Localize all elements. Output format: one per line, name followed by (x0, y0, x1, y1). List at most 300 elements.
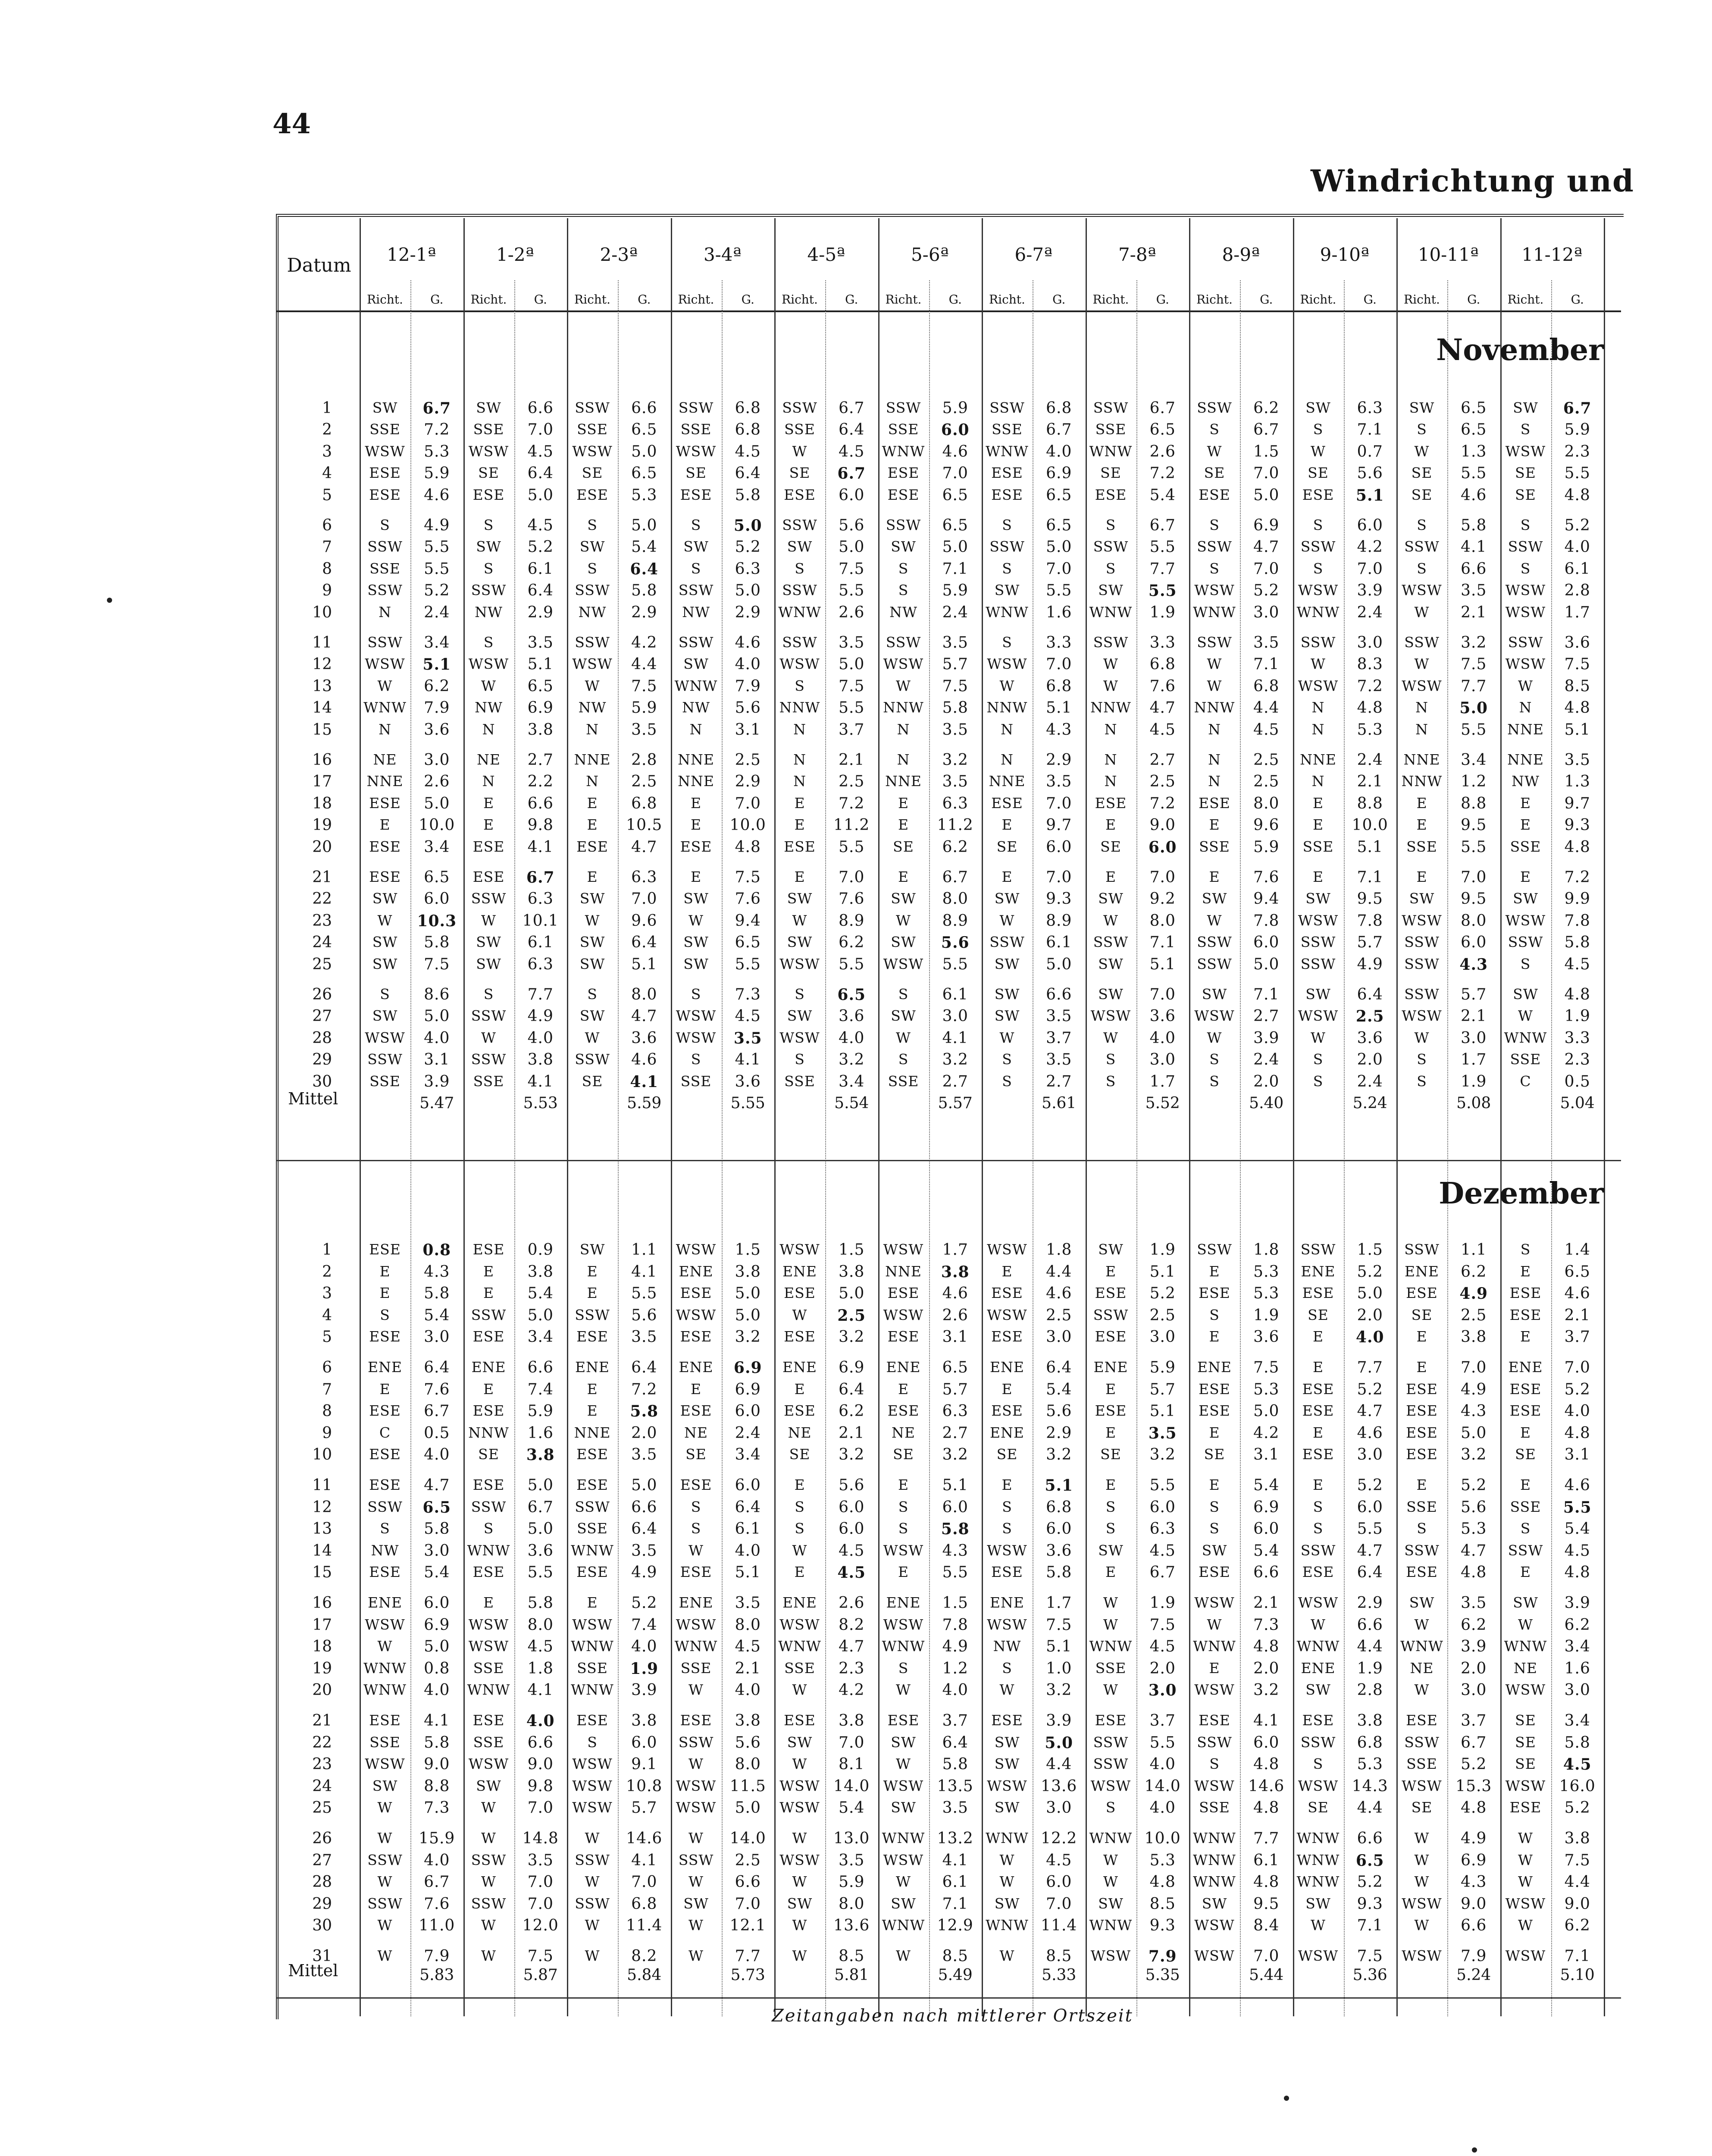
wind-direction: SSE (473, 1733, 504, 1751)
wind-speed: 6.7 (837, 464, 866, 483)
wind-speed: 14.0 (729, 1830, 766, 1847)
wind-direction: S (380, 1306, 390, 1323)
day-number: 27 (312, 1007, 332, 1025)
speed-subheader: G. (948, 292, 962, 307)
wind-speed: 9.3 (1357, 1895, 1383, 1913)
wind-direction: SSW (1300, 1241, 1336, 1258)
wind-speed: 5.8 (424, 934, 450, 952)
wind-direction: ESE (1095, 1402, 1127, 1420)
wind-speed: 3.8 (631, 1712, 657, 1730)
wind-direction: SW (476, 399, 501, 416)
day-number: 2 (322, 421, 332, 439)
wind-speed: 5.2 (424, 582, 450, 600)
wind-speed: 4.1 (527, 838, 554, 856)
wind-direction: WSW (468, 655, 509, 673)
wind-direction: SSW (1404, 934, 1440, 951)
wind-speed: 13.6 (833, 1917, 870, 1935)
wind-speed: 2.4 (1357, 751, 1383, 769)
monthly-mean: 5.53 (523, 1094, 558, 1112)
wind-direction: ESE (1199, 1380, 1230, 1398)
wind-direction: NNW (883, 699, 924, 716)
wind-direction: WSW (883, 1777, 924, 1794)
wind-direction: W (585, 1830, 600, 1846)
wind-speed: 5.3 (1461, 1520, 1487, 1538)
wind-speed: 3.9 (424, 1072, 450, 1091)
wind-speed: 6.6 (527, 1733, 554, 1752)
wind-speed: 6.9 (735, 1380, 761, 1398)
day-number: 31 (312, 1947, 332, 1965)
day-number: 3 (322, 1285, 332, 1303)
wind-direction: W (377, 1799, 393, 1816)
wind-direction: WNW (882, 1917, 925, 1934)
wind-speed: 9.5 (1253, 1895, 1280, 1913)
wind-speed: 6.4 (631, 1520, 657, 1538)
wind-direction: SSW (1197, 399, 1232, 416)
wind-direction: E (483, 1594, 495, 1611)
wind-speed: 6.4 (1357, 986, 1383, 1003)
wind-direction: E (898, 1564, 909, 1581)
wind-speed: 7.0 (1046, 1895, 1072, 1913)
wind-direction: WSW (883, 1306, 924, 1323)
wind-speed: 3.5 (942, 634, 968, 652)
wind-direction: WSW (987, 1616, 1027, 1633)
wind-speed: 15.3 (1455, 1777, 1492, 1795)
wind-speed: 1.2 (1461, 773, 1487, 791)
wind-direction: SW (579, 934, 605, 951)
wind-direction: S (1105, 1799, 1116, 1816)
wind-speed: 2.0 (1253, 1072, 1280, 1091)
wind-speed: 6.8 (631, 1895, 657, 1913)
wind-direction: S (795, 1498, 805, 1515)
wind-direction: SW (1513, 890, 1538, 907)
wind-speed: 7.6 (1149, 677, 1176, 695)
wind-direction: SSE (473, 1072, 504, 1090)
datum-header: Datum (287, 254, 351, 276)
wind-direction: SSE (473, 1659, 504, 1677)
wind-direction: SSW (1404, 986, 1440, 1003)
wind-speed: 6.7 (527, 1498, 554, 1516)
wind-speed: 7.2 (839, 794, 865, 812)
wind-direction: NE (892, 1424, 915, 1441)
wind-direction: W (1103, 1681, 1118, 1698)
wind-direction: SSE (1510, 838, 1541, 855)
wind-speed: 6.3 (942, 794, 968, 812)
wind-speed: 5.1 (1149, 1263, 1176, 1281)
page-title: Windrichtung und (1311, 163, 1634, 199)
wind-speed: 7.9 (424, 1947, 450, 1965)
wind-speed: 5.8 (1564, 934, 1590, 952)
wind-speed: 4.8 (1564, 699, 1590, 717)
wind-speed: 2.5 (1149, 773, 1176, 791)
wind-direction: SE (478, 1446, 499, 1463)
wind-direction: W (377, 912, 393, 929)
wind-speed: 4.0 (1149, 1755, 1176, 1774)
wind-direction: SW (579, 955, 605, 972)
wind-direction: ENE (782, 1359, 817, 1376)
wind-speed: 3.7 (942, 1712, 968, 1730)
wind-speed: 3.0 (1564, 1681, 1590, 1699)
wind-direction: WSW (1505, 442, 1546, 460)
wind-speed: 8.8 (1357, 794, 1383, 812)
wind-speed: 2.4 (942, 603, 968, 621)
wind-direction: ESE (473, 1712, 505, 1729)
wind-speed: 2.9 (1046, 1424, 1072, 1442)
direction-subheader: Richt. (1092, 292, 1129, 307)
wind-speed: 1.7 (1046, 1594, 1072, 1612)
wind-direction: WSW (1298, 1007, 1339, 1025)
wind-direction: SW (1513, 986, 1538, 1003)
wind-direction: SW (891, 1799, 916, 1816)
direction-subheader: Richt. (1196, 292, 1233, 307)
wind-speed: 6.0 (941, 421, 970, 439)
wind-direction: SW (579, 538, 605, 555)
wind-speed: 7.5 (735, 868, 761, 886)
wind-direction: E (587, 1594, 598, 1611)
wind-speed: 9.0 (1149, 816, 1176, 834)
wind-speed: 6.7 (839, 399, 865, 417)
wind-direction: ENE (679, 1359, 714, 1376)
wind-direction: ENE (782, 1263, 817, 1280)
wind-speed: 3.0 (1046, 1328, 1072, 1346)
wind-direction: E (898, 794, 909, 812)
wind-speed: 7.5 (424, 955, 450, 973)
wind-speed: 5.0 (735, 582, 761, 600)
wind-direction: S (1209, 1072, 1220, 1090)
wind-speed: 4.6 (1461, 486, 1487, 504)
wind-speed: 4.7 (1461, 1542, 1487, 1560)
wind-direction: SW (476, 955, 501, 972)
wind-speed: 4.7 (839, 1638, 865, 1656)
wind-direction: SE (582, 464, 603, 482)
wind-speed: 3.8 (527, 721, 554, 739)
wind-speed: 6.9 (1253, 1498, 1280, 1516)
wind-direction: S (691, 1051, 701, 1068)
wind-speed: 5.2 (1564, 517, 1590, 534)
wind-speed: 10.1 (522, 912, 559, 930)
wind-direction: SW (1305, 890, 1331, 907)
wind-speed: 7.9 (424, 699, 450, 717)
day-number: 21 (312, 1712, 332, 1730)
wind-direction: W (1518, 1616, 1533, 1633)
wind-direction: E (794, 1380, 805, 1398)
wind-speed: 5.3 (1357, 721, 1383, 739)
wind-direction: SSW (575, 1851, 610, 1868)
wind-speed: 6.4 (735, 1498, 761, 1516)
wind-direction: SSW (1508, 538, 1543, 555)
wind-speed: 6.3 (527, 890, 554, 908)
wind-speed: 5.4 (1046, 1380, 1072, 1398)
wind-direction: WSW (1298, 1777, 1339, 1794)
wind-speed: 7.2 (631, 1380, 657, 1398)
wind-direction: S (1002, 560, 1012, 577)
wind-direction: ESE (887, 1328, 920, 1345)
wind-direction: ENE (989, 1359, 1025, 1376)
wind-direction: E (1520, 1263, 1531, 1280)
wind-direction: NNW (1401, 773, 1443, 790)
wind-direction: WSW (676, 1007, 717, 1025)
wind-speed: 5.5 (1149, 538, 1176, 556)
wind-speed: 7.5 (1357, 1947, 1383, 1965)
wind-speed: 6.0 (1253, 1733, 1280, 1752)
wind-speed: 8.2 (839, 1616, 865, 1634)
wind-direction: W (896, 1029, 911, 1046)
wind-direction: NNE (1507, 721, 1544, 738)
wind-speed: 5.3 (1357, 1755, 1383, 1774)
wind-speed: 1.9 (630, 1659, 659, 1678)
wind-speed: 2.9 (1357, 1594, 1383, 1612)
wind-direction: WSW (1505, 1777, 1546, 1794)
speed-subheader: G. (1156, 292, 1169, 307)
paper-speck (1472, 2147, 1477, 2153)
wind-direction: WSW (676, 1777, 717, 1794)
wind-direction: W (896, 1681, 911, 1698)
wind-direction: NNE (885, 773, 922, 790)
wind-direction: S (1105, 517, 1116, 533)
wind-direction: SSE (473, 421, 504, 438)
wind-speed: 7.0 (631, 890, 657, 908)
wind-direction: WNW (882, 1830, 925, 1846)
wind-speed: 1.1 (631, 1241, 657, 1259)
wind-speed: 3.8 (941, 1263, 970, 1281)
wind-speed: 11.2 (833, 816, 870, 834)
wind-speed: 9.4 (735, 912, 761, 930)
wind-direction: W (689, 1873, 704, 1890)
wind-speed: 2.7 (942, 1424, 968, 1442)
wind-direction: W (896, 1755, 911, 1773)
wind-speed: 5.1 (631, 955, 657, 973)
wind-speed: 5.5 (1461, 838, 1487, 856)
wind-direction: WSW (1194, 1777, 1235, 1794)
wind-direction: ESE (1199, 1402, 1230, 1420)
wind-direction: W (1414, 1681, 1430, 1698)
wind-speed: 6.8 (631, 794, 657, 812)
wind-direction: SSW (471, 1051, 507, 1068)
wind-direction: S (1520, 955, 1531, 972)
wind-speed: 7.0 (839, 1733, 865, 1752)
wind-direction: SSW (1197, 955, 1232, 972)
wind-speed: 7.0 (527, 1799, 554, 1817)
wind-direction: S (483, 560, 494, 577)
wind-direction: NNE (885, 1263, 922, 1280)
wind-speed: 4.8 (1564, 838, 1590, 856)
wind-direction: SE (1515, 1755, 1536, 1773)
wind-direction: E (1416, 816, 1427, 834)
wind-direction: E (1312, 1328, 1324, 1345)
wind-direction: SW (994, 1007, 1020, 1025)
wind-direction: E (1209, 868, 1220, 885)
wind-direction: SSE (888, 421, 919, 438)
wind-direction: ESE (1406, 1712, 1438, 1729)
wind-direction: WSW (779, 1029, 820, 1046)
wind-speed: 7.0 (1149, 986, 1176, 1003)
wind-direction: WSW (468, 442, 509, 460)
wind-direction: SE (789, 1446, 811, 1463)
wind-speed: 3.2 (839, 1446, 865, 1464)
wind-speed: 3.8 (839, 1712, 865, 1730)
wind-speed: 5.0 (1253, 1402, 1280, 1420)
direction-subheader: Richt. (1507, 292, 1544, 307)
wind-speed: 6.4 (839, 1380, 865, 1398)
wind-speed: 5.1 (1355, 486, 1384, 505)
day-number: 5 (322, 486, 332, 504)
wind-direction: WSW (1194, 1681, 1235, 1698)
wind-speed: 6.0 (1253, 1520, 1280, 1538)
wind-speed: 7.7 (735, 1947, 761, 1965)
wind-direction: WNW (1296, 1830, 1340, 1846)
wind-direction: SW (1098, 1895, 1124, 1912)
wind-speed: 13.6 (1041, 1777, 1077, 1795)
wind-direction: N (897, 751, 910, 768)
wind-direction: SE (1100, 838, 1121, 855)
wind-direction: S (587, 1733, 598, 1751)
wind-direction: S (691, 1520, 701, 1537)
wind-direction: S (1002, 1051, 1012, 1068)
wind-speed: 5.2 (1149, 1285, 1176, 1303)
day-number: 8 (322, 1402, 332, 1420)
wind-direction: N (586, 721, 599, 738)
wind-direction: ESE (991, 1328, 1023, 1345)
wind-direction: WSW (883, 1542, 924, 1559)
wind-direction: ENE (886, 1594, 921, 1611)
wind-speed: 3.5 (1046, 773, 1072, 791)
wind-direction: ESE (887, 464, 920, 482)
wind-direction: W (1414, 1830, 1430, 1846)
wind-speed: 4.2 (1253, 1424, 1280, 1442)
wind-speed: 6.2 (1564, 1616, 1590, 1634)
wind-speed: 5.3 (1149, 1851, 1176, 1869)
wind-direction: E (587, 794, 598, 812)
wind-direction: E (1002, 868, 1013, 885)
wind-speed: 2.4 (1357, 603, 1383, 621)
monthly-mean: 5.87 (523, 1966, 558, 1984)
wind-speed: 6.6 (1461, 1917, 1487, 1935)
wind-direction: N (1415, 721, 1428, 738)
wind-speed: 4.8 (1253, 1799, 1280, 1817)
wind-speed: 5.5 (1461, 464, 1487, 483)
wind-speed: 5.5 (839, 582, 865, 600)
wind-direction: NNW (779, 699, 820, 716)
wind-speed: 4.5 (735, 442, 761, 461)
wind-speed: 4.0 (631, 1638, 657, 1656)
wind-speed: 9.2 (1149, 890, 1176, 908)
wind-speed: 5.6 (631, 1306, 657, 1324)
wind-speed: 3.2 (942, 1051, 968, 1069)
day-number: 5 (322, 1328, 332, 1346)
wind-speed: 3.6 (1149, 1007, 1176, 1025)
wind-direction: NE (684, 1424, 708, 1441)
wind-direction: SSW (1300, 634, 1336, 651)
wind-speed: 5.8 (941, 1520, 970, 1539)
section-rule (276, 1997, 1621, 1999)
wind-speed: 6.7 (1046, 421, 1072, 439)
wind-speed: 4.4 (1046, 1755, 1072, 1774)
wind-direction: SE (1515, 464, 1536, 482)
wind-speed: 4.4 (631, 655, 657, 674)
wind-direction: S (1209, 1051, 1220, 1068)
wind-direction: ESE (1302, 486, 1334, 503)
day-number: 24 (312, 934, 332, 952)
wind-speed: 3.5 (735, 1594, 761, 1612)
wind-direction: NW (578, 699, 607, 716)
wind-direction: WNW (1193, 1830, 1236, 1846)
wind-direction: WSW (1402, 1895, 1442, 1912)
wind-direction: WSW (779, 655, 820, 673)
wind-direction: SW (1098, 955, 1124, 972)
wind-speed: 5.7 (631, 1799, 657, 1817)
wind-speed: 3.5 (1046, 1051, 1072, 1069)
wind-direction: SSW (367, 1895, 403, 1912)
wind-direction: E (587, 1263, 598, 1280)
wind-direction: SE (1515, 1712, 1536, 1729)
wind-direction: WNW (1400, 1638, 1443, 1655)
wind-direction: SSW (575, 582, 610, 599)
wind-direction: SSW (782, 517, 817, 533)
wind-speed: 4.1 (942, 1851, 968, 1869)
wind-speed: 5.9 (942, 399, 968, 417)
wind-direction: E (690, 1380, 702, 1398)
wind-direction: WSW (987, 655, 1027, 673)
wind-speed: 6.1 (1253, 1851, 1280, 1869)
wind-direction: WNW (1296, 603, 1340, 620)
wind-speed: 4.0 (1564, 538, 1590, 556)
wind-speed: 5.2 (1253, 582, 1280, 600)
day-number: 6 (322, 1359, 332, 1376)
wind-direction: W (1103, 655, 1118, 673)
hour-header: 7-8ª (1118, 244, 1156, 265)
monthly-mean: 5.52 (1145, 1094, 1180, 1112)
wind-direction: SSW (989, 934, 1025, 951)
wind-direction: SE (893, 838, 914, 855)
wind-speed: 3.7 (839, 721, 865, 739)
wind-speed: 7.2 (1149, 464, 1176, 483)
wind-speed: 6.4 (1357, 1564, 1383, 1582)
wind-speed: 5.8 (631, 582, 657, 600)
wind-speed: 5.6 (735, 699, 761, 717)
wind-direction: W (689, 1830, 704, 1846)
wind-direction: W (1518, 1007, 1533, 1025)
wind-speed: 5.9 (839, 1873, 865, 1891)
wind-direction: SW (1202, 890, 1227, 907)
wind-speed: 2.1 (1564, 1306, 1590, 1324)
wind-speed: 5.2 (1461, 1755, 1487, 1774)
wind-direction: SSW (1093, 1755, 1129, 1773)
wind-direction: E (379, 1263, 391, 1280)
monthly-mean: 5.84 (627, 1966, 662, 1984)
wind-speed: 3.5 (942, 721, 968, 739)
wind-speed: 3.0 (1046, 1799, 1072, 1817)
wind-direction: WNW (986, 442, 1029, 460)
day-number: 24 (312, 1777, 332, 1795)
wind-speed: 6.0 (839, 486, 865, 504)
wind-speed: 2.5 (1355, 1007, 1384, 1026)
day-number: 26 (312, 1830, 332, 1847)
wind-speed: 4.9 (631, 1564, 657, 1582)
wind-direction: WNW (363, 1659, 407, 1677)
wind-direction: W (999, 912, 1015, 929)
wind-speed: 7.6 (735, 890, 761, 908)
wind-speed: 8.9 (1046, 912, 1072, 930)
wind-direction: W (585, 1947, 600, 1964)
wind-direction: NNW (986, 699, 1028, 716)
wind-speed: 9.0 (1564, 1895, 1590, 1913)
wind-speed: 13.0 (833, 1830, 870, 1847)
wind-speed: 6.8 (735, 421, 761, 439)
wind-direction: WNW (1296, 1851, 1340, 1868)
wind-speed: 7.0 (735, 794, 761, 812)
monthly-mean: 5.24 (1352, 1094, 1387, 1112)
wind-speed: 6.4 (839, 421, 865, 439)
wind-direction: SW (1202, 1895, 1227, 1912)
